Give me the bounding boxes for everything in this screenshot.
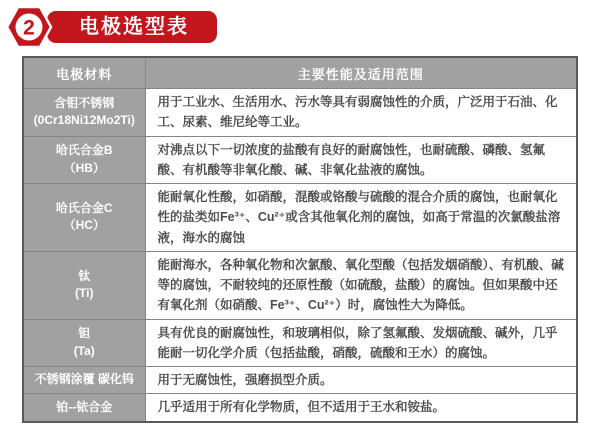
section-number: 2 bbox=[23, 16, 35, 40]
table-row bbox=[23, 394, 577, 422]
material-code: (Ta) bbox=[73, 343, 95, 358]
material-cell bbox=[23, 319, 145, 367]
material-name: 含钼不锈钢 bbox=[54, 95, 115, 110]
page-header bbox=[0, 0, 600, 56]
material-code: （HB） bbox=[63, 160, 105, 175]
column-header-material: 电极材料 bbox=[23, 57, 145, 89]
performance-cell: 用于工业水、生活用水、污水等具有弱腐蚀性的介质，广泛用于石油、化工、尿素、维尼纶等工业。 bbox=[145, 89, 577, 137]
material-name: 不锈钢涂覆 碳化钨 bbox=[34, 372, 134, 387]
material-code: (0Cr18Ni12Mo2Ti) bbox=[33, 113, 135, 128]
material-cell bbox=[23, 89, 145, 137]
table-row bbox=[23, 367, 577, 394]
performance-cell: 具有优良的耐腐蚀性，和玻璃相似，除了氢氟酸、发烟硫酸、碱外，几乎能耐一切化学介质（包括盐酸，硝酸，硫酸和王水）的腐蚀。 bbox=[145, 319, 577, 367]
performance-cell: 用于无腐蚀性，强磨损型介质。 bbox=[145, 367, 577, 394]
performance-cell: 能耐氧化性酸，如硝酸，混酸或铬酸与硫酸的混合介质的腐蚀，也耐氧化性的盐类如Fe³⁺、Cu²⁺或含其他氧化剂的腐蚀，如高于常温的次氯酸盐溶液，海水的腐蚀 bbox=[145, 184, 577, 252]
table-row bbox=[23, 251, 577, 319]
performance-cell: 对沸点以下一切浓度的盐酸有良好的耐腐蚀性，也耐硫酸、磷酸、氢氟酸、有机酸等非氧化酸、碱、非氧化盐液的腐蚀。 bbox=[145, 136, 577, 184]
material-name: 钛 bbox=[78, 268, 91, 283]
material-cell bbox=[23, 367, 145, 394]
section-number-hexagon-icon bbox=[5, 3, 53, 51]
material-name: 铂--铱合金 bbox=[56, 399, 113, 414]
table-row bbox=[23, 184, 577, 252]
material-name: 哈氏合金B bbox=[55, 143, 113, 158]
material-name: 哈氏合金C bbox=[55, 200, 113, 215]
material-cell bbox=[23, 251, 145, 319]
performance-cell: 几乎适用于所有化学物质，但不适用于王水和铵盐。 bbox=[145, 394, 577, 422]
column-header-performance: 主要性能及适用范围 bbox=[145, 57, 577, 89]
table-header-row bbox=[23, 57, 577, 89]
electrode-selection-table bbox=[22, 56, 578, 423]
material-cell bbox=[23, 184, 145, 252]
material-code: （HC） bbox=[63, 218, 105, 233]
material-cell bbox=[23, 136, 145, 184]
table-row bbox=[23, 136, 577, 184]
material-name: 钽 bbox=[78, 326, 91, 341]
table-row bbox=[23, 319, 577, 367]
performance-cell: 能耐海水，各种氧化物和次氯酸、氧化型酸（包括发烟硝酸）、有机酸、碱等的腐蚀，不耐较纯的还原性酸（如硫酸，盐酸）的腐蚀。但如果酸中还有氧化剂（如硝酸、Fe³⁺、Cu²⁺）时，腐蚀性大为降低。 bbox=[145, 251, 577, 319]
material-cell bbox=[23, 394, 145, 422]
page-title: 电极选型表 bbox=[47, 11, 217, 43]
material-code: (Ti) bbox=[75, 286, 94, 301]
table-row bbox=[23, 89, 577, 137]
